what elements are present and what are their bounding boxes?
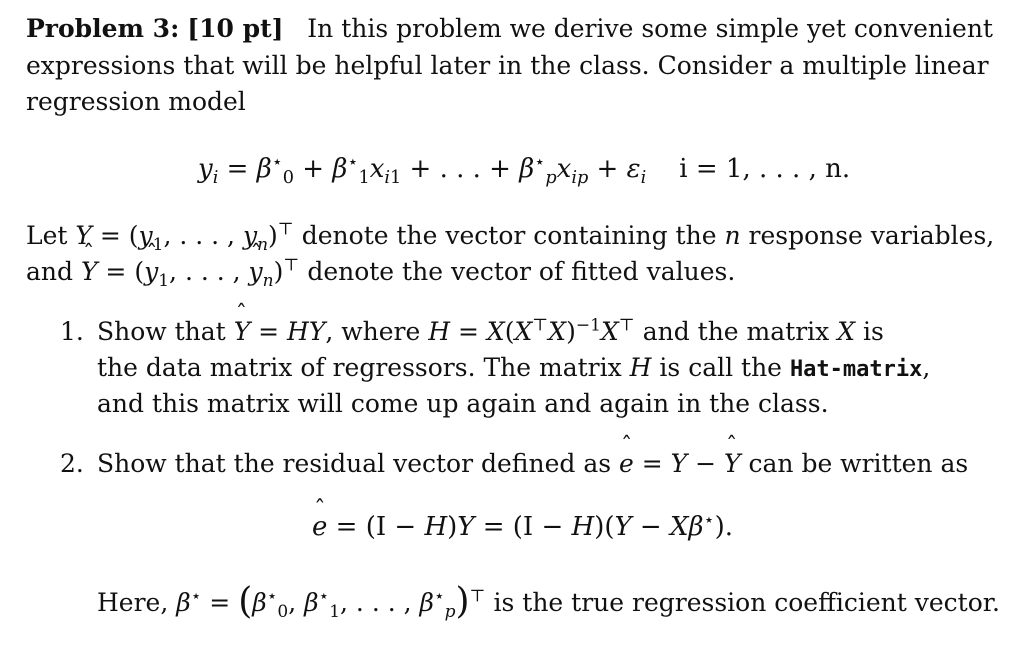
def1-suffix: denote the vector containing the [301,221,717,250]
intro-text-1: In this problem we derive some simple yet convenient [307,14,993,43]
item2-text-b: can be written as [748,449,969,478]
hat-matrix-code: Hat-matrix [789,357,923,382]
item-1-line-3: and this matrix will come up again and again in the class. [97,389,829,418]
item1-text-a: Show that [97,317,226,346]
def2-prefix: and [26,257,74,286]
problem-points: [10 pt] [187,14,284,43]
index-range: i = 1, . . . , n. [679,154,851,184]
item-1-number: 1. [60,317,84,346]
item-2-number: 2. [60,449,84,478]
item-1-line-2: the data matrix of regressors. The matrix H is call the Hat-matrix, [97,353,931,382]
definition-line-1: Let $Y = (y_1$, . . . , $y_n)^⊤$ denote the vector containing the n response variables, [26,219,995,255]
item-2-line-1: Show that the residual vector defined as ˆ e = Y − ˆ Y can be written as [97,449,968,479]
model-equation: $y_i = \beta^⋆_0 + \beta^⋆_1x_{i1}$ + . . . + $\beta^⋆_px_{ip} + \varepsilon_i$ i = 1, . . . , n. [198,152,851,189]
problem-heading: Problem 3: [26,14,180,43]
item2-text-a: Show that the residual vector defined as [97,449,612,478]
item1-text-e: the data matrix of regressors. The matrix [97,353,622,382]
item-2-final-line: Here, $\beta^⋆ = (\beta^⋆_0$, $\beta^⋆_1$, . . . , $\beta^⋆_p)^⊤$ is the true regression coefficient vector. [97,581,1000,622]
problem-intro-line-1 [26,14,993,44]
def1-prefix: Let [26,221,68,250]
item-1-line-1: Show that ˆ Y = HY, where $H = X(X^⊤X)^{-1}X^⊤$ and the matrix X is [97,317,884,347]
item2-text-c: Here, [97,588,169,617]
def2-suffix: denote the vector of fitted values. [307,257,736,286]
item2-text-d: is the true regression coefficient vector. [493,588,1000,617]
definition-line-2: and ˆ Y = (ˆ $y_1$, . . . , ˆ $y_n)^⊤$ denote the vector of fitted values. [26,257,735,287]
item1-text-g: , [922,353,931,382]
item1-text-d: is [862,317,884,346]
item1-text-c: and the matrix [642,317,830,346]
residual-equation: ˆ e = (I − H)Y = (I − H)(Y − Xβ⋆). [312,512,733,542]
problem-intro-line-3: regression model [26,87,246,116]
problem-intro-line-2: expressions that will be helpful later in the class. Consider a multiple linear [26,51,989,80]
item1-text-b: , where [325,317,421,346]
item1-text-f: is call the [659,353,782,382]
def1-end: response variables, [748,221,995,250]
